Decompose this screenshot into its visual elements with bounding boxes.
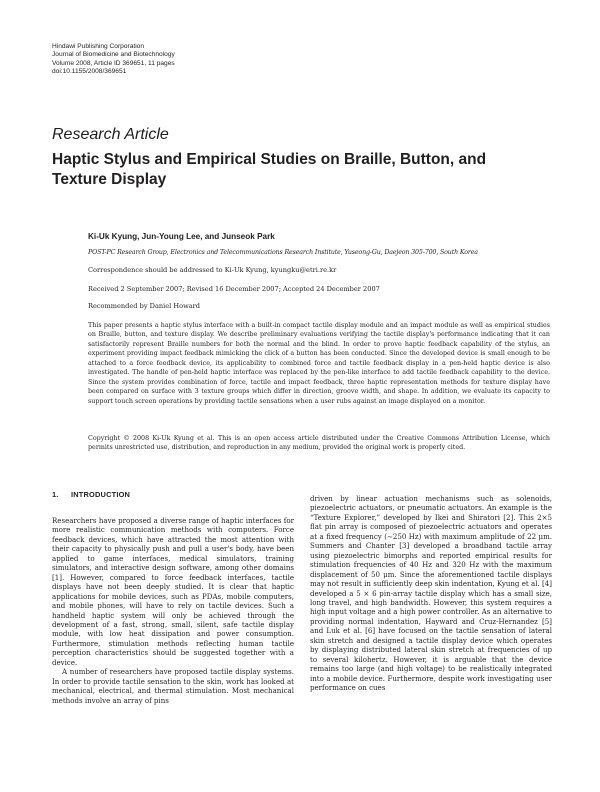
journal-line: Journal of Biomedicine and Biotechnology: [52, 51, 175, 59]
section-number: 1.: [52, 490, 59, 499]
paragraph: A number of researchers have proposed tactile display systems. In order to provide tactile sensation to the skin, work has looked at mechanical, electrical, and thermal stimulation. Most mechanical methods involve an array of pins: [52, 667, 294, 705]
author-list: Ki-Uk Kyung, Jun-Young Lee, and Junseok Park: [88, 232, 275, 241]
section-title: INTRODUCTION: [71, 490, 131, 499]
section-heading: [52, 490, 130, 499]
article-title: Haptic Stylus and Empirical Studies on Braille, Button, and Texture Display: [52, 151, 487, 188]
paragraph: Researchers have proposed a diverse range of haptic interfaces for more realistic communication methods with computers. Force feedback devices, which have attracted the most attention with their capacity to physically push and pull a user's body, have been applied to game interfaces, medical simulators, training simulators, and interactive design software, among other domains [1]. However, compared to force feedback interfaces, tactile displays have not been deeply studied. It is clear that haptic applications for mobile devices, such as PDAs, mobile computers, and mobile phones, will have to rely on tactile devices. Such a handheld haptic system will only be achieved through the development of a fast, strong, small, silent, safe tactile display module, with low heat dissipation and power consumption. Furthermore, stimulation methods reflecting human tactile perception characteristics should be suggested together with a device.: [52, 516, 294, 667]
doi-line: doi:10.1155/2008/369651: [52, 67, 127, 75]
body-column-right: [310, 494, 552, 693]
article-type: Research Article: [52, 126, 169, 143]
volume-line: Volume 2008, Article ID 369651, 11 pages: [52, 59, 175, 67]
article-dates: Received 2 September 2007; Revised 16 December 2007; Accepted 24 December 2007: [88, 285, 380, 293]
publisher-line: Hindawi Publishing Corporation: [52, 43, 144, 50]
affiliation: POST-PC Research Group, Electronics and Telecommunications Research Institute, Yuseong-Gu, Daejeon 305-700, South Korea: [88, 249, 478, 256]
abstract: This paper presents a haptic stylus interface with a built-in compact tactile display module and an impact module as well as empirical studies on Braille, button, and texture display. We describe preliminary evaluations verifying the tactile display's performance indicating that it can satisfactorily represent Braille numbers for both the normal and the blind. In order to prove haptic feedback capability of the stylus, an experiment providing impact feedback mimicking the click of a button has been conducted. Since the developed device is small enough to be attached to a force feedback device, its applicability to combined force and tactile feedback display in a pen-held haptic device is also investigated. The handle of pen-held haptic interface was replaced by the pen-like interface to add tactile feedback capability to the device. Since the system provides combination of force, tactile and impact feedback, three haptic representation methods for texture display have been compared on surface with 3 texture groups which differ in direction, groove width, and shape. In addition, we evaluate its capacity to support touch screen operations by providing tactile sensations when a user rubs against an image displayed on a monitor.: [88, 322, 550, 405]
correspondence: Correspondence should be addressed to Ki-Uk Kyung, kyungku@etri.re.kr: [88, 266, 337, 274]
body-column-left: [52, 516, 294, 705]
journal-header: [52, 43, 175, 76]
copyright-notice: Copyright © 2008 Ki-Uk Kyung et al. This is an open access article distributed under the Creative Commons Attribution License, which permits unrestricted use, distribution, and reproduction in any medium, provided the original work is properly cited.: [88, 435, 550, 452]
paragraph: driven by linear actuation mechanisms such as solenoids, piezoelectric actuators, or pneumatic actuators. An example is the “Texture Explorer,” developed by Ikei and Shiratori [2]. This 2×5 flat pin array is composed of piezoelectric actuators and operates at a fixed frequency (∼250 Hz) with maximum amplitude of 22 μm. Summers and Chanter [3] developed a broadband tactile array using piezoelectric bimorphs and reported empirical results for stimulation frequencies of 40 Hz and 320 Hz with the maximum displacement of 50 μm. Since the aforementioned tactile displays may not result in sufficiently deep skin indentation, Kyung et al. [4] developed a 5 × 6 pin-array tactile display which has a small size, long travel, and high bandwidth. However, this system requires a high input voltage and a high power controller. As an alternative to providing normal indentation, Hayward and Cruz-Hernandez [5] and Luk et al. [6] have focused on the tactile sensation of lateral skin stretch and designed a tactile display device which operates by displaying distributed lateral skin stretch at frequencies of up to several kilohertz. However, it is arguable that the device remains too large (and high voltage) to be realistically integrated into a mobile device. Furthermore, despite work investigating user performance on cues: [310, 494, 552, 693]
recommended-by: Recommended by Daniel Howard: [88, 302, 201, 310]
